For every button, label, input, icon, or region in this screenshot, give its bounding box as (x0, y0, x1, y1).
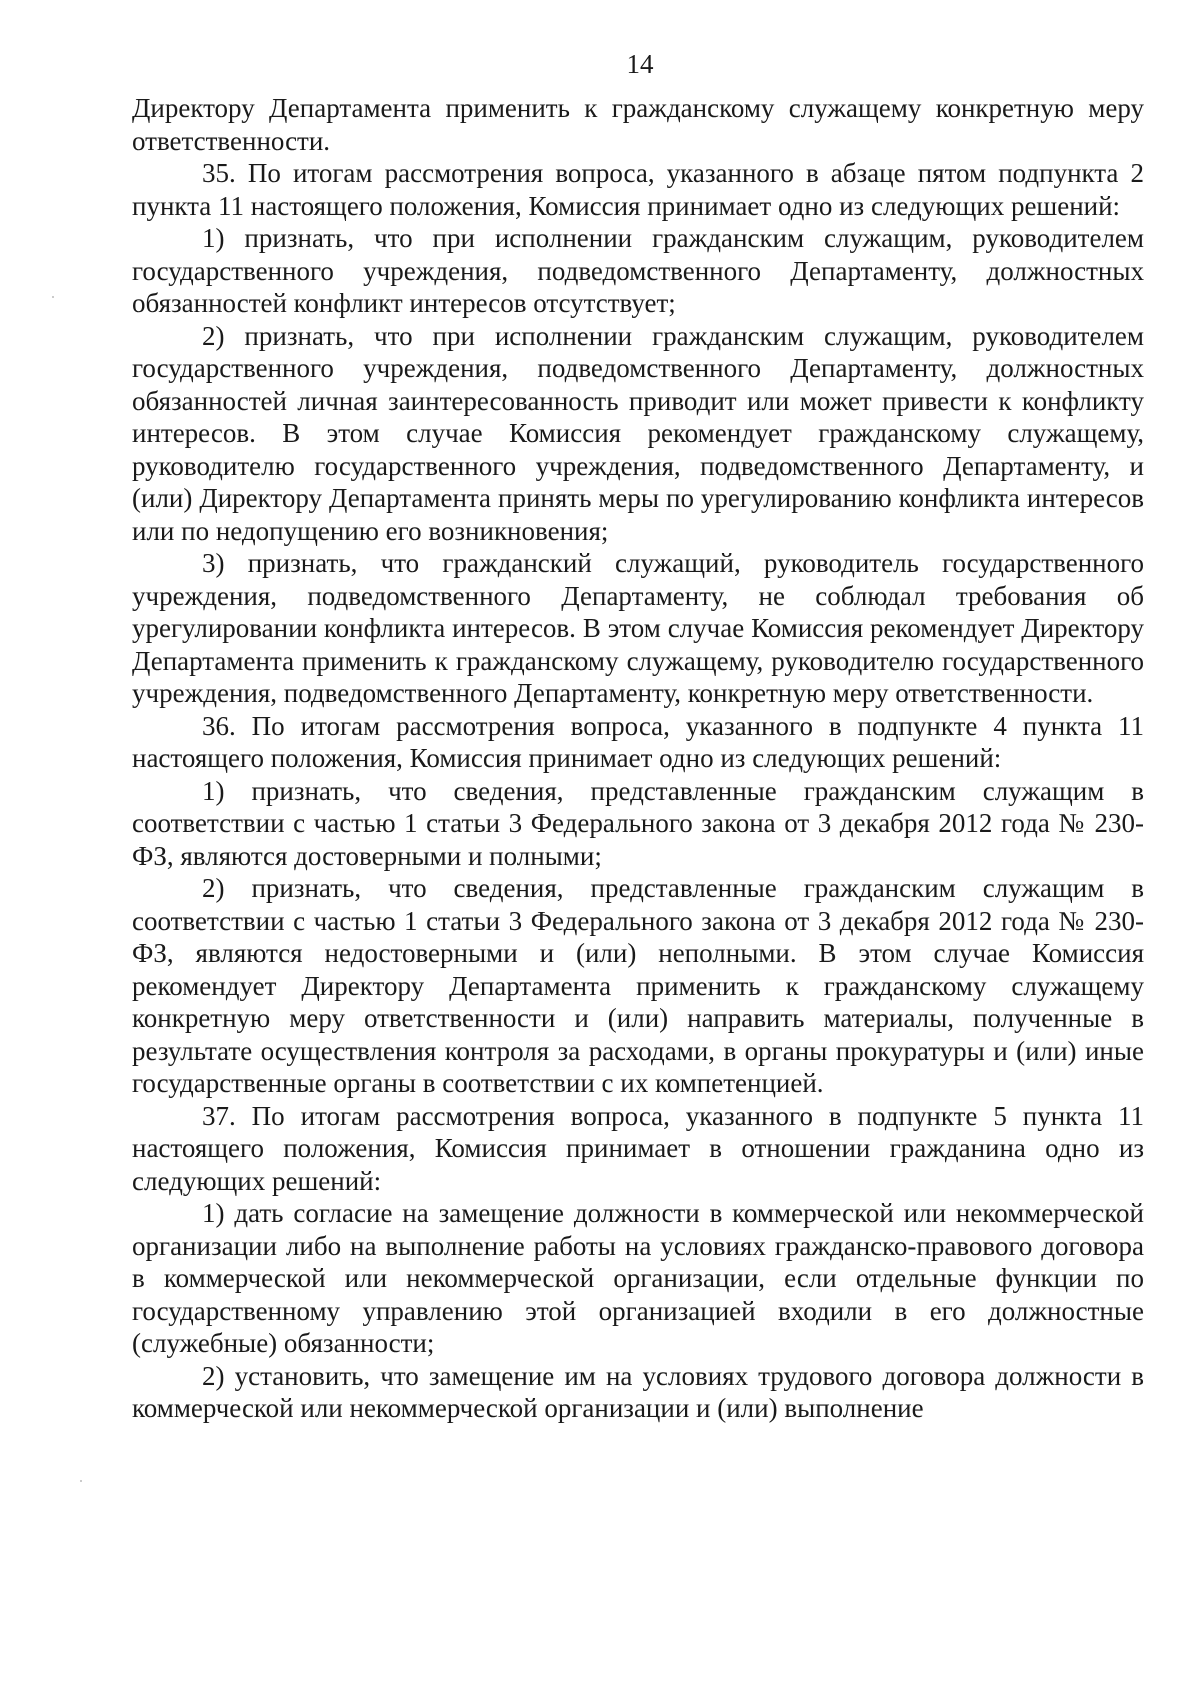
paragraph-36-item-1: 1) признать, что сведения, представленные гражданским служащим в соответствии с частью 1 статьи 3 Федерального закона от 3 декабря 2012 года № 230-ФЗ, являются достоверными и полными; (132, 775, 1144, 871)
paragraph-35-item-3: 3) признать, что гражданский служащий, руководитель государственного учреждения, подведомственного Департаменту, не соблюдал требования об урегулировании конфликта интересов. В этом случае Комиссия рекомендует Директору Департамента применить к гражданскому служащему, руководителю государственного учреждения, подведомственного Департаменту, конкретную меру ответственности. (132, 548, 1144, 708)
paragraph-35-item-1: 1) признать, что при исполнении гражданским служащим, руководителем государственного учреждения, подведомственного Департаменту, должностных обязанностей конфликт интересов отсутствует; (132, 223, 1144, 318)
paragraph-37: 37. По итогам рассмотрения вопроса, указанного в подпункте 5 пункта 11 настоящего положения, Комиссия принимает в отношении гражданина одно из следующих решений: (132, 1100, 1144, 1196)
paragraph-continuation: Директору Департамента применить к гражданскому служащему конкретную меру ответственности. (132, 93, 1144, 156)
paragraph-35: 35. По итогам рассмотрения вопроса, указанного в абзаце пятом подпункта 2 пункта 11 настоящего положения, Комиссия принимает одно из следующих решений: (132, 158, 1144, 221)
paragraph-36-item-2: 2) признать, что сведения, представленные гражданским служащим в соответствии с частью 1 статьи 3 Федерального закона от 3 декабря 2012 года № 230-ФЗ, являются недостоверными и (или) неполными. В этом случае Комиссия рекомендует Директору Департамента применить к гражданскому служащему конкретную меру ответственности и (или) направить материалы, полученные в результате осуществления контроля за расходами, в органы прокуратуры и (или) иные государственные органы в соответствии с их компетенцией. (132, 873, 1144, 1098)
document-body (132, 92, 1144, 1425)
paragraph-35-item-2: 2) признать, что при исполнении гражданским служащим, руководителем государственного учреждения, подведомственного Департаменту, должностных обязанностей личная заинтересованность приводит или может привести к конфликту интересов. В этом случае Комиссия рекомендует гражданскому служащему, руководителю государственного учреждения, подведомственного Департаменту, и (или) Директору Департамента принять меры по урегулированию конфликта интересов или по недопущению его возникновения; (132, 320, 1144, 546)
scan-speck (80, 1480, 82, 1482)
scan-speck (52, 296, 54, 298)
paragraph-37-item-1: 1) дать согласие на замещение должности в коммерческой или некоммерческой организации либо на выполнение работы на условиях гражданско-правового договора в коммерческой или некоммерческой организации, если отдельные функции по государственному управлению этой организацией входили в его должностные (служебные) обязанности; (132, 1198, 1144, 1358)
paragraph-36: 36. По итогам рассмотрения вопроса, указанного в подпункте 4 пункта 11 настоящего положения, Комиссия принимает одно из следующих решений: (132, 710, 1144, 773)
paragraph-37-item-2: 2) установить, что замещение им на условиях трудового договора должности в коммерческой или некоммерческой организации и (или) выполнение (132, 1360, 1144, 1423)
page-number: 14 (626, 49, 654, 79)
